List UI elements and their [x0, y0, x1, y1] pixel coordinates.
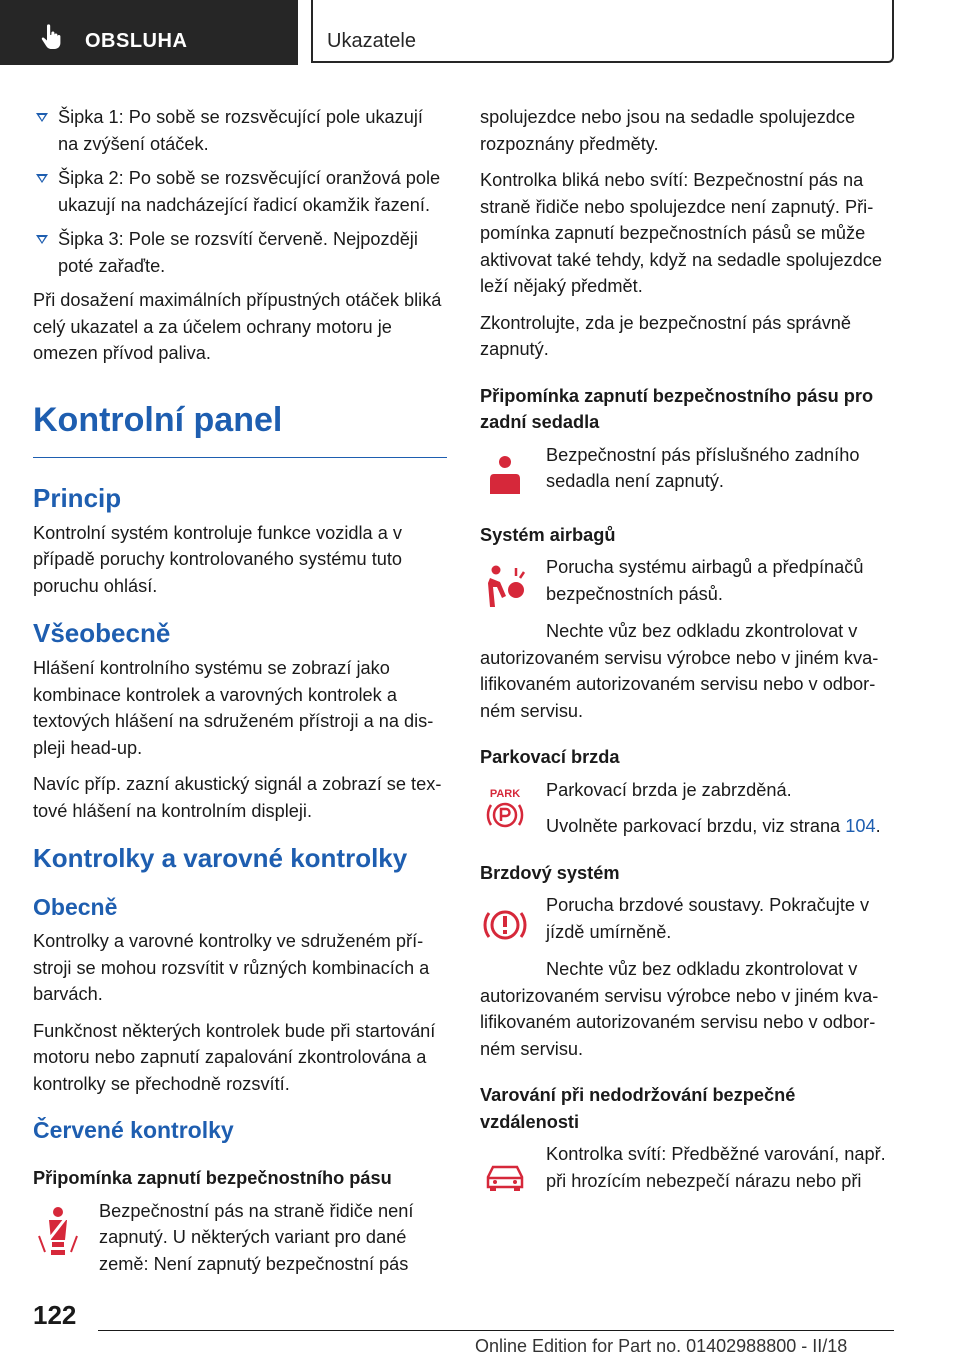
- item-heading: Připomínka zapnutí bezpečnostního pásu: [33, 1168, 392, 1188]
- paragraph: Porucha systému airbagů a předpínačů bezpečnostních pásů.: [546, 557, 864, 604]
- indicator-block: [480, 442, 896, 502]
- paragraph: Nechte vůz bez odkladu zkontrolovat v autorizovaném servisu výrobce nebo v jiném kvalifikovaném autorizovaném servisu nebo v odborném servisu.: [480, 621, 879, 721]
- item-heading: Varování při nedodržování bezpečné vzdálenosti: [480, 1085, 796, 1132]
- paragraph: spolujezdce nebo jsou na sedadle spolujezdce rozpoznány předměty.: [480, 107, 856, 154]
- item-heading: Parkovací brzda: [480, 747, 620, 767]
- paragraph: Kontrolka bliká nebo svítí: Bezpečnostní pás na straně řidiče nebo spolujezdce není zapnutý. Připomínka zapnutí bezpečnostních pásů se může aktivovat také tehdy, když na sedadle spolujezdce leží nějaký předmět.: [480, 170, 883, 296]
- item-heading: Systém airbagů: [480, 524, 616, 545]
- collision-warning-car-icon: [482, 1149, 528, 1199]
- paragraph: Zkontrolujte, zda je bezpečnostní pás správně zapnutý.: [480, 312, 852, 359]
- paragraph: Kontrolky a varovné kontrolky ve sdruženém přístroji se mohou rozsvítit v různých kombinacích a barvách.: [33, 931, 430, 1004]
- section-tab[interactable]: [0, 0, 298, 65]
- paragraph: Nechte vůz bez odkladu zkontrolovat v autorizovaném servisu výrobce nebo v jiném kvalifikovaném autorizovaném servisu nebo v odborném servisu.: [480, 959, 879, 1059]
- heading-rule: [33, 457, 447, 458]
- subsection-heading: Obecně: [33, 894, 118, 920]
- left-column: [33, 104, 447, 1287]
- section-heading: Kontrolky a varovné kontrolky: [33, 843, 408, 873]
- rear-seatbelt-icon: [482, 450, 528, 500]
- bullet-arrow-icon: [36, 235, 48, 244]
- paragraph: Hlášení kontrolního systému se zobrazí jako kombinace kontrolek a varovných kontrolek a textových hlášení na sdruženém přístroji a na displeji head-up.: [33, 658, 434, 758]
- page-link[interactable]: 104: [845, 816, 876, 836]
- footer-rule: [98, 1330, 894, 1331]
- item-heading: Připomínka zapnutí bezpečnostního pásu pro zadní sedadla: [480, 385, 874, 432]
- indicator-block: [480, 554, 896, 614]
- paragraph: Funkčnost některých kontrolek bude při startování motoru nebo zapnutí zapalování zkontrolována a kontrolky se přechodně rozsvítí.: [33, 1020, 436, 1094]
- airbag-icon: [482, 562, 528, 612]
- paragraph: Uvolněte parkovací brzdu, viz strana 104.: [546, 816, 881, 836]
- indicator-block: [480, 892, 896, 952]
- paragraph: Navíc příp. zazní akustický signál a zobrazí se textové hlášení na kontrolním displeji.: [33, 774, 442, 821]
- bullet-item: Šipka 1: Po sobě se rozsvěcující pole ukazují na zvýšení otáček.: [33, 104, 447, 157]
- section-heading: Princip: [33, 482, 122, 513]
- paragraph: Kontrolní systém kontroluje funkce vozidla a v případě poruchy kontrolovaného systému tuto poruchu ohlásí.: [33, 522, 403, 596]
- page-number: 122: [33, 1300, 77, 1330]
- chapter-title: Ukazatele: [327, 30, 416, 52]
- bullet-arrow-icon: [36, 174, 48, 183]
- indicator-block: [480, 1141, 896, 1201]
- seatbelt-warning-icon: [35, 1206, 81, 1256]
- bullet-item: Šipka 2: Po sobě se rozsvěcující oranžová pole ukazují na nadcházející řadicí okamžik řazení.: [33, 165, 447, 218]
- paragraph: Bezpečnostní pás na straně řidiče není zapnutý. U některých variant pro dané země: Není zapnutý bezpečnostní pás: [99, 1200, 414, 1274]
- section-label: OBSLUHA: [85, 30, 188, 52]
- item-heading: Brzdový systém: [480, 862, 620, 883]
- indicator-block: [480, 777, 896, 840]
- subsection-heading: Červené kontrolky: [33, 1117, 234, 1143]
- hand-icon: [40, 24, 64, 50]
- section-heading: Všeobecně: [33, 618, 171, 648]
- bullet-item: Šipka 3: Pole se rozsvítí červeně. Nejpozději poté zařaďte.: [33, 226, 447, 279]
- paragraph: Při dosažení maximálních přípustných otáček bliká celý ukazatel a za účelem ochrany motoru je omezen přívod paliva.: [33, 290, 442, 363]
- paragraph: Bezpečnostní pás příslušného zadního sedadla není zapnutý.: [546, 444, 860, 491]
- park-icon-text: PARK: [489, 787, 521, 800]
- edition-note: Online Edition for Part no. 01402988800 - II/18: [475, 1336, 848, 1356]
- paragraph: Porucha brzdové soustavy. Pokračujte v jízdě umírněně.: [546, 895, 870, 942]
- indicator-block: [33, 1198, 447, 1278]
- chapter-tab[interactable]: [311, 0, 894, 63]
- paragraph: Parkovací brzda je zabrzděná.: [546, 779, 792, 800]
- bullet-arrow-icon: [36, 113, 48, 122]
- right-column: [480, 104, 896, 1201]
- chapter-heading: Kontrolní panel: [33, 400, 283, 439]
- brake-warning-icon: [482, 900, 528, 950]
- parking-brake-icon: [482, 785, 528, 835]
- paragraph: Kontrolka svítí: Předběžné varování, např. při hrozícím nebezpečí nárazu nebo při: [546, 1144, 886, 1191]
